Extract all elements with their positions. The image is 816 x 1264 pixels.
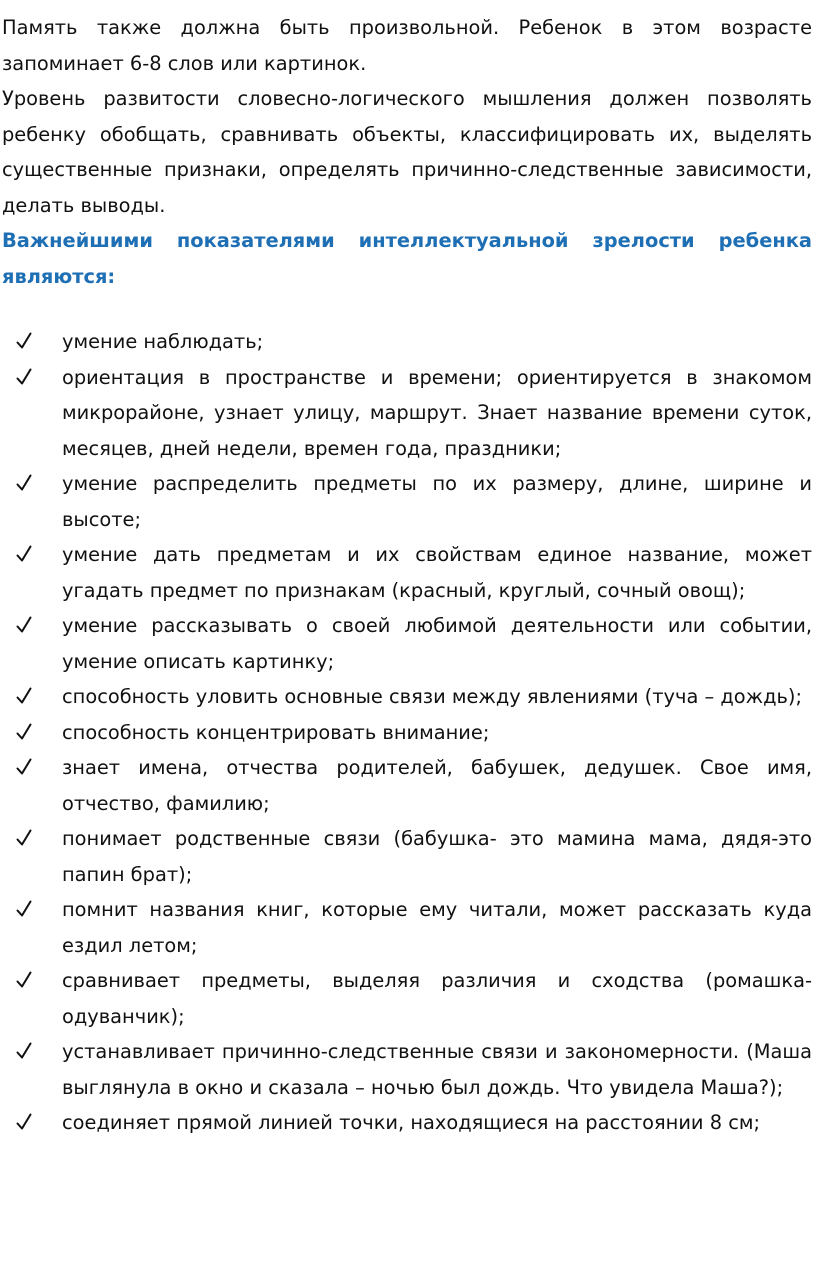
checklist-item [2,1034,812,1105]
paragraph-memory: Память также должна быть произвольной. Ребенок в этом возрасте запоминает 6-8 слов или картинок. [2,16,812,75]
checklist-item [2,1105,812,1141]
checkmark-icon [16,757,32,777]
checklist-item-text: умение рассказывать о своей любимой деятельности или событии, умение описать картинку; [62,614,812,673]
checklist-item-text: способность концентрировать внимание; [62,720,490,744]
paragraph-thinking: Уровень развитости словесно-логического мышления должен позволять ребенку обобщать, сравнивать объекты, классифицировать их, выделять существенные признаки, определять причинно-следственные зависимости, делать выводы. [2,87,812,217]
checklist-item [2,892,812,963]
checkmark-icon [16,686,32,706]
checkmark-icon [16,331,32,351]
checklist-item [2,821,812,892]
checklist-item-text: сравнивает предметы, выделяя различия и сходства (ромашка-одуванчик); [62,969,812,1028]
checkmark-icon [16,899,32,919]
checklist-item-text: помнит названия книг, которые ему читали, может рассказать куда ездил летом; [62,898,812,957]
checkmark-icon [16,1041,32,1061]
checklist-item-text: умение распределить предметы по их размеру, длине, ширине и высоте; [62,472,812,531]
checklist-item [2,750,812,821]
indicator-checklist [2,324,812,1141]
checklist-item [2,715,812,751]
spacer [2,294,812,324]
checklist-item-text: устанавливает причинно-следственные связи и закономерности. (Маша выглянула в окно и сказала – ночью был дождь. Что увидела Маша?); [62,1040,812,1099]
checklist-item [2,537,812,608]
checklist-item-text: знает имена, отчества родителей, бабушек, дедушек. Свое имя, отчество, фамилию; [62,756,812,815]
checkmark-icon [16,544,32,564]
checklist-item [2,679,812,715]
checklist-item-text: ориентация в пространстве и времени; ориентируется в знакомом микрорайоне, узнает улицу, маршрут. Знает название времени суток, месяцев, дней недели, времен года, праздники; [62,365,812,460]
section-heading: Важнейшими показателями интеллектуальной зрелости ребенка являются: [2,229,812,288]
checklist-item [2,963,812,1034]
checklist-item [2,324,812,360]
checkmark-icon [16,722,32,742]
checklist-item-text: понимает родственные связи (бабушка- это мамина мама, дядя-это папин брат); [62,827,812,886]
checkmark-icon [16,828,32,848]
checkmark-icon [16,1112,32,1132]
checklist-item [2,466,812,537]
checkmark-icon [16,970,32,990]
checklist-item-text: соединяет прямой линией точки, находящиеся на расстоянии 8 см; [62,1111,761,1134]
checklist-item [2,360,812,467]
checklist-item-text: способность уловить основные связи между явлениями (туча – дождь); [62,685,803,708]
checkmark-icon [16,615,32,635]
checklist-item-text: умение наблюдать; [62,330,264,353]
checkmark-icon [16,473,32,493]
checkmark-icon [16,367,32,387]
checklist-item-text: умение дать предметам и их свойствам единое название, может угадать предмет по признакам (красный, круглый, сочный овощ); [62,543,812,602]
checklist-item [2,608,812,679]
